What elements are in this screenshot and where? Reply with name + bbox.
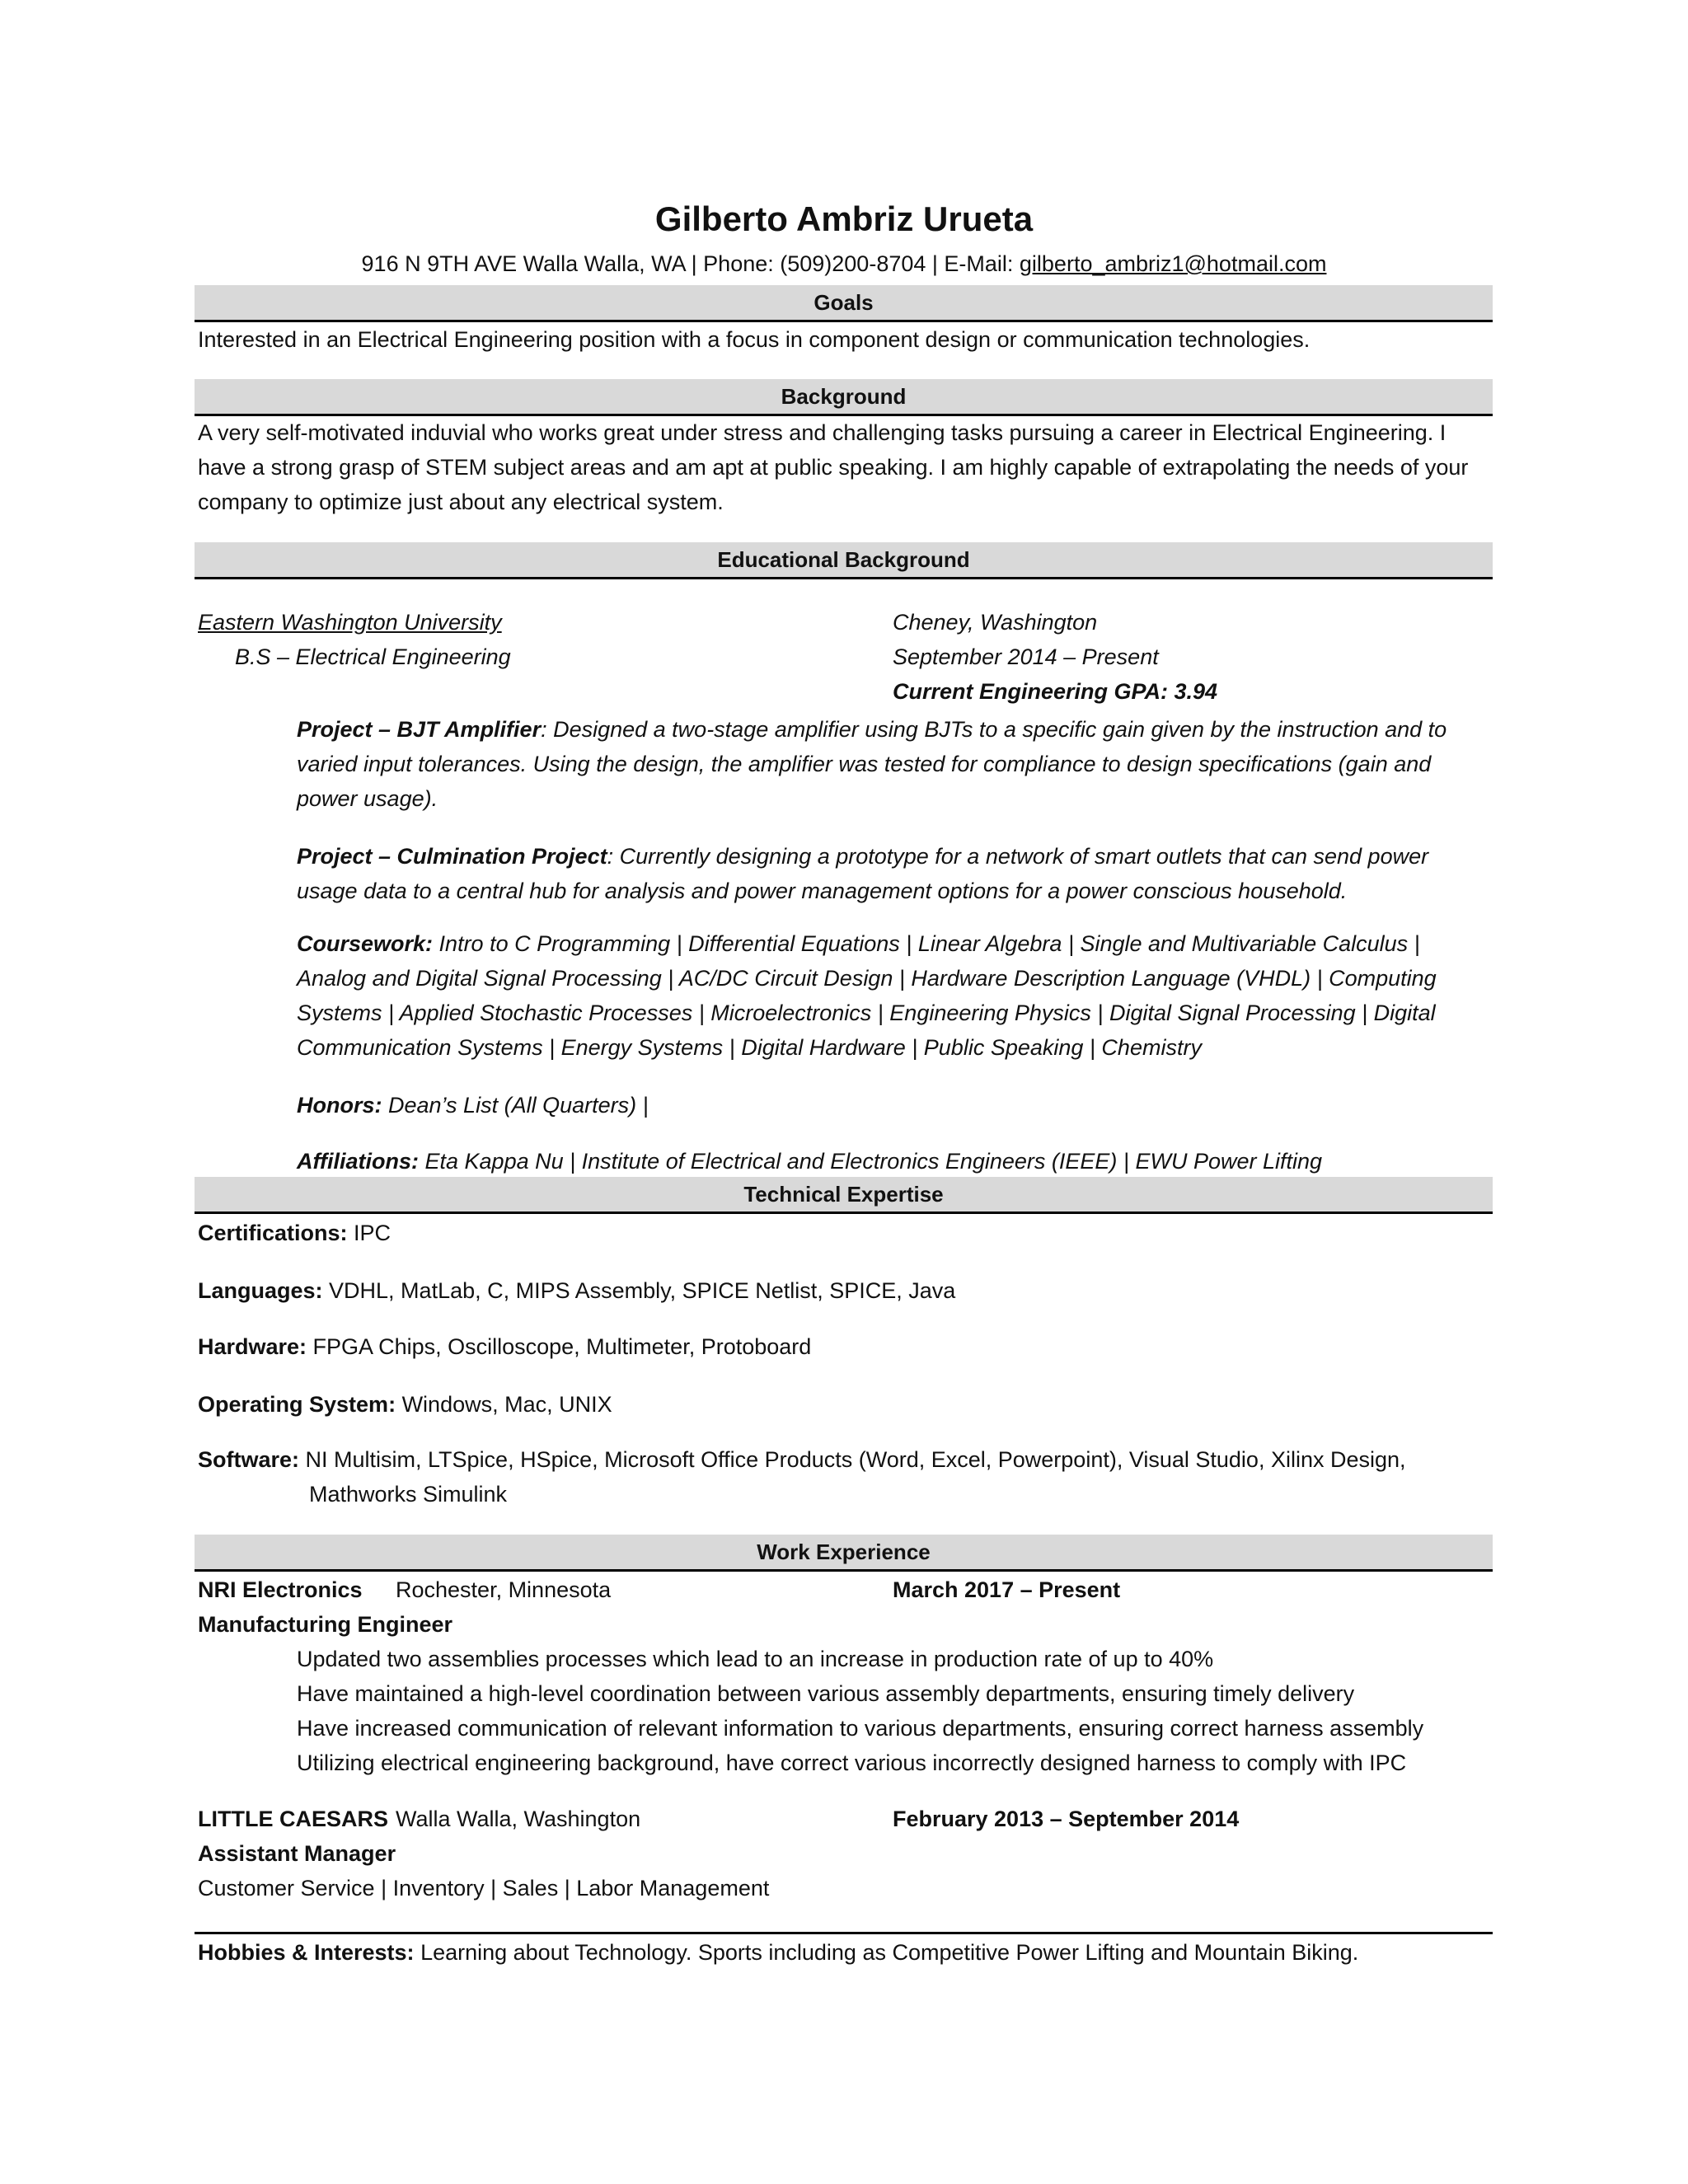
background-heading: Background [195, 379, 1493, 416]
hobbies-label: Hobbies & Interests: [198, 1940, 415, 1965]
contact-address-phone: 916 N 9TH AVE Walla Walla, WA | Phone: (509)200-8704 | E-Mail: [361, 251, 1020, 276]
os-label: Operating System: [198, 1392, 396, 1417]
contact-line [0, 251, 1688, 277]
honors-label: Honors: [297, 1093, 382, 1118]
project2-text: : Currently designing a prototype for a network of smart outlets that can send power usage data to a central hub for analysis and power management options for a power conscious household. [297, 844, 1429, 903]
gpa-label: Current Engineering GPA [893, 679, 1161, 704]
coursework [297, 926, 1467, 1065]
job1-location: Rochester, Minnesota [396, 1577, 612, 1602]
job1-dates: March 2017 – Present [893, 1577, 1121, 1602]
certifications-text: IPC [347, 1221, 392, 1245]
affiliations-label: Affiliations: [297, 1149, 419, 1174]
hardware [198, 1334, 811, 1360]
os-text: Windows, Mac, UNIX [396, 1392, 612, 1417]
software [198, 1447, 1406, 1473]
software-continued: Mathworks Simulink [309, 1482, 508, 1507]
project-culmination [297, 839, 1467, 908]
project-bjt-amplifier [297, 712, 1467, 816]
job2-company: LITTLE CAESARS [198, 1807, 389, 1831]
school-name: Eastern Washington University [198, 610, 502, 635]
affiliations-text: Eta Kappa Nu | Institute of Electrical and Electronics Engineers (IEEE) | EWU Power Lifting [419, 1149, 1323, 1174]
job1-bullet-2: Have maintained a high-level coordination between various assembly departments, ensuring timely delivery [297, 1681, 1355, 1706]
goals-text: Interested in an Electrical Engineering position with a focus in component design or communication technologies. [198, 327, 1311, 352]
certifications-label: Certifications: [198, 1221, 348, 1245]
work-heading: Work Experience [195, 1535, 1493, 1572]
job2-title: Assistant Manager [198, 1841, 396, 1866]
background-text: A very self-motivated induvial who works great under stress and challenging tasks pursuing a career in Electrical Engineering. I have a strong grasp of STEM subject areas and am apt at public speaking. I am highly capable of extrapolating the needs of your company to optimize just about any electrical system. [198, 420, 1469, 514]
honors-text: Dean’s List (All Quarters) | [382, 1093, 649, 1118]
honors [297, 1088, 1467, 1122]
job1-bullet-4: Utilizing electrical engineering background, have correct various incorrectly designed harness to comply with IPC [297, 1750, 1407, 1775]
goals-heading: Goals [195, 285, 1493, 322]
degree: B.S – Electrical Engineering [235, 644, 511, 669]
languages-label: Languages: [198, 1278, 323, 1303]
job2-dates: February 2013 – September 2014 [893, 1807, 1240, 1831]
software-text: NI Multisim, LTSpice, HSpice, Microsoft Office Products (Word, Excel, Powerpoint), Visual Studio, Xilinx Design, [299, 1447, 1406, 1472]
hobbies [198, 1940, 1358, 1966]
technical-heading: Technical Expertise [195, 1177, 1493, 1214]
operating-system [198, 1392, 612, 1418]
hobbies-divider [195, 1932, 1493, 1934]
coursework-label: Coursework: [297, 931, 434, 956]
job1-bullet-3: Have increased communication of relevant information to various departments, ensuring correct harness assembly [297, 1716, 1424, 1741]
project1-label: Project – BJT Amplifier [297, 717, 542, 742]
gpa-value: : 3.94 [1160, 679, 1218, 704]
hobbies-text: Learning about Technology. Sports including as Competitive Power Lifting and Mountain Biking. [414, 1940, 1359, 1965]
education-dates: September 2014 – Present [893, 644, 1159, 669]
hardware-text: FPGA Chips, Oscilloscope, Multimeter, Protoboard [307, 1334, 812, 1359]
candidate-name: Gilberto Ambriz Urueta [654, 199, 1034, 238]
job1-title: Manufacturing Engineer [198, 1612, 453, 1637]
gpa [893, 679, 1217, 705]
job1-company: NRI Electronics [198, 1577, 363, 1602]
project2-label: Project – Culmination Project [297, 844, 607, 869]
job1-bullet-1: Updated two assemblies processes which lead to an increase in production rate of up to 40% [297, 1647, 1214, 1671]
certifications [198, 1221, 391, 1246]
affiliations [297, 1144, 1467, 1179]
email-link[interactable]: gilberto_ambriz1@hotmail.com [1019, 251, 1327, 276]
hardware-label: Hardware: [198, 1334, 307, 1359]
job2-text: Customer Service | Inventory | Sales | Labor Management [198, 1876, 770, 1900]
languages [198, 1278, 955, 1304]
coursework-text: Intro to C Programming | Differential Equations | Linear Algebra | Single and Multivariable Calculus | Analog and Digital Signal Processing | AC/DC Circuit Design | Hardware Description Language (VHDL) | Computing Systems | Applied Stochastic Processes | Microelectronics | Engineering Physics | Digital Signal Processing | Digital Communication Systems | Energy Systems | Digital Hardware | Public Speaking | Chemistry [297, 931, 1437, 1060]
education-heading: Educational Background [195, 542, 1493, 579]
languages-text: VDHL, MatLab, C, MIPS Assembly, SPICE Netlist, SPICE, Java [322, 1278, 956, 1303]
school-location: Cheney, Washington [893, 610, 1098, 635]
project1-text: : Designed a two-stage amplifier using BJTs to a specific gain given by the instruction and to varied input tolerances. Using the design, the amplifier was tested for compliance to design specifications (gain and power usage). [297, 717, 1447, 811]
job2-location: Walla Walla, Washington [396, 1807, 641, 1831]
software-label: Software: [198, 1447, 300, 1472]
